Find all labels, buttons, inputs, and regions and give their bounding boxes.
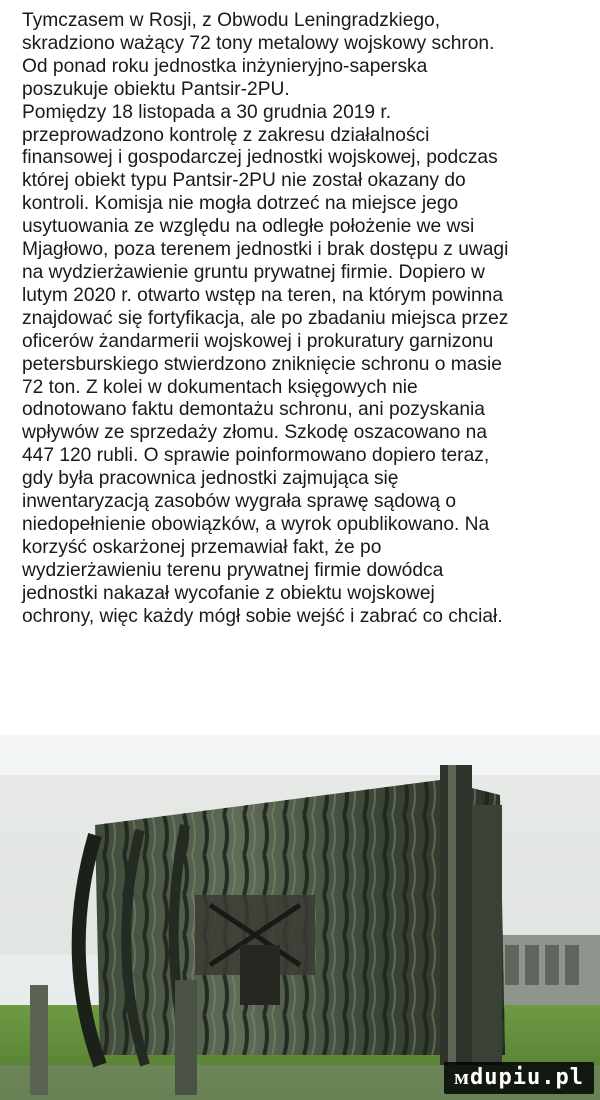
article-line: skradziono ważący 72 tony metalowy wojskowy schron. — [22, 32, 495, 54]
bunker-photo — [0, 735, 600, 1100]
article-line: wydzierżawieniu terenu prywatnej firmie dowódca — [22, 559, 444, 581]
article-line: której obiekt typu Pantsir-2PU nie został okazany do — [22, 170, 466, 192]
article-line: oficerów żandarmerii wojskowej i prokuratury garnizonu — [22, 330, 494, 352]
article-line: jednostki nakazał wycofanie z obiektu wojskowej — [22, 582, 435, 604]
article-line: 447 120 rubli. O sprawie poinformowano dopiero teraz, — [22, 445, 490, 467]
article-line: odnotowano faktu demontażu schronu, ani pozyskania — [22, 399, 485, 421]
article-line: ochrony, więc każdy mógł sobie wejść i zabrać co chciał. — [22, 605, 503, 627]
article-line: Tymczasem w Rosji, z Obwodu Leningradzkiego, — [22, 10, 441, 31]
article-line: niedopełnienie obowiązków, a wyrok opublikowano. Na — [22, 513, 490, 535]
article-line: usytuowania ze względu na odległe położenie we wsi — [22, 216, 475, 238]
article-line: Od ponad roku jednostka inżynieryjno-saperska — [22, 55, 428, 77]
article-line: gdy była pracownica jednostki zajmująca się — [22, 468, 399, 490]
article-line: Pomiędzy 18 listopada a 30 grudnia 2019 r. — [22, 101, 392, 123]
article-line: Mjagłowo, poza terenem jednostki i brak dostępu z uwagi — [22, 239, 509, 261]
watermark-badge: ᴍdupiu.pl — [444, 1062, 594, 1094]
article-line: przeprowadzono kontrolę z zakresu działalności — [22, 124, 430, 146]
article-line: lutym 2020 r. otwarto wstęp na teren, na którym powinna — [22, 284, 503, 306]
article-line: finansowej i gospodarczej jednostki wojskowej, podczas — [22, 147, 498, 169]
article-text — [22, 10, 582, 628]
article-line: 72 ton. Z kolei w dokumentach księgowych nie — [22, 376, 418, 398]
article-line: wpływów ze sprzedaży złomu. Szkodę oszacowano na — [22, 422, 487, 444]
article-line: na wydzierżawienie gruntu prywatnej firmie. Dopiero w — [22, 261, 485, 283]
article-line: korzyść oskarżonej przemawiał fakt, że po — [22, 536, 382, 558]
article-line: inwentaryzacją zasobów wygrała sprawę sądową o — [22, 491, 457, 513]
article-line: kontroli. Komisja nie mogła dotrzeć na miejsce jego — [22, 193, 459, 215]
article-line: petersburskiego stwierdzono zniknięcie schronu o masie — [22, 353, 502, 375]
article-line: poszukuje obiektu Pantsir-2PU. — [22, 78, 290, 100]
article-line: znajdować się fortyfikacja, ale po zbadaniu miejsca przez — [22, 307, 509, 329]
background-buildings — [500, 935, 600, 1005]
